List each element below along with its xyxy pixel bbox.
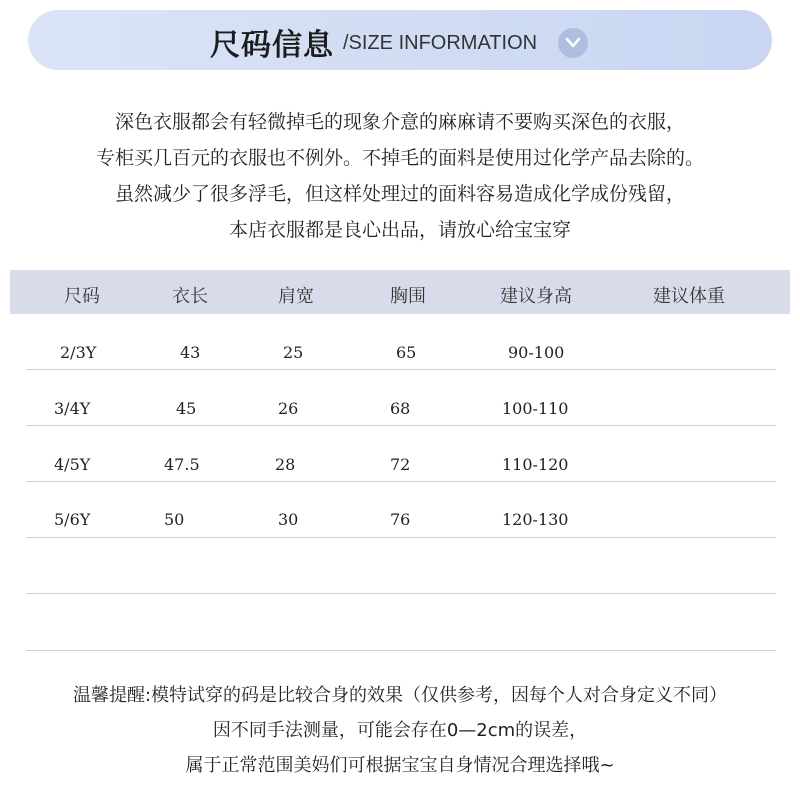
section-subtitle: /SIZE INFORMATION bbox=[343, 32, 538, 54]
cell-chest: 68 bbox=[390, 399, 411, 418]
row-divider bbox=[26, 481, 776, 482]
notice-line: 虽然减少了很多浮毛，但这样处理过的面料容易造成化学成份残留， bbox=[114, 183, 685, 205]
cell-chest: 76 bbox=[390, 510, 411, 529]
cell-length: 47.5 bbox=[164, 455, 200, 474]
header-shoulder: 肩宽 bbox=[278, 286, 314, 307]
header-height: 建议身高 bbox=[500, 286, 572, 307]
header-weight: 建议体重 bbox=[653, 286, 725, 307]
row-divider bbox=[26, 369, 776, 370]
row-divider bbox=[26, 537, 776, 538]
header-size: 尺码 bbox=[64, 286, 100, 307]
cell-height: 120-130 bbox=[502, 510, 569, 529]
reminder-line: 因不同手法测量，可能会存在0—2cm的误差， bbox=[212, 720, 588, 741]
reminder-notes bbox=[0, 682, 800, 787]
cell-chest: 65 bbox=[396, 343, 417, 362]
size-table-header bbox=[10, 270, 790, 314]
row-divider bbox=[26, 650, 776, 651]
cell-size: 5/6Y bbox=[54, 510, 91, 529]
notice-line: 本店衣服都是良心出品，请放心给宝宝穿 bbox=[228, 219, 571, 241]
cell-shoulder: 25 bbox=[283, 343, 304, 362]
cell-height: 110-120 bbox=[502, 455, 569, 474]
header-length: 衣长 bbox=[172, 286, 208, 307]
chevron-down-icon bbox=[558, 28, 588, 58]
cell-height: 90-100 bbox=[508, 343, 565, 362]
notice-line: 专柜买几百元的衣服也不例外。不掉毛的面料是使用过化学产品去除的。 bbox=[95, 147, 704, 169]
cell-chest: 72 bbox=[390, 455, 411, 474]
header-chest: 胸围 bbox=[390, 286, 426, 307]
cell-shoulder: 28 bbox=[275, 455, 296, 474]
reminder-line: 温馨提醒:模特试穿的码是比较合身的效果（仅供参考，因每个人对合身定义不同） bbox=[72, 685, 728, 706]
cell-length: 50 bbox=[164, 510, 185, 529]
cell-shoulder: 26 bbox=[278, 399, 299, 418]
section-title: 尺码信息 bbox=[210, 28, 334, 63]
cell-shoulder: 30 bbox=[278, 510, 299, 529]
fabric-notice bbox=[0, 108, 800, 252]
row-divider bbox=[26, 425, 776, 426]
row-divider bbox=[26, 593, 776, 594]
cell-size: 3/4Y bbox=[54, 399, 91, 418]
notice-line: 深色衣服都会有轻微掉毛的现象介意的麻麻请不要购买深色的衣服， bbox=[114, 111, 685, 133]
cell-length: 45 bbox=[176, 399, 197, 418]
reminder-line: 属于正常范围美妈们可根据宝宝自身情况合理选择哦~ bbox=[185, 755, 615, 776]
cell-height: 100-110 bbox=[502, 399, 569, 418]
cell-length: 43 bbox=[180, 343, 201, 362]
cell-size: 2/3Y bbox=[60, 343, 97, 362]
cell-size: 4/5Y bbox=[54, 455, 91, 474]
